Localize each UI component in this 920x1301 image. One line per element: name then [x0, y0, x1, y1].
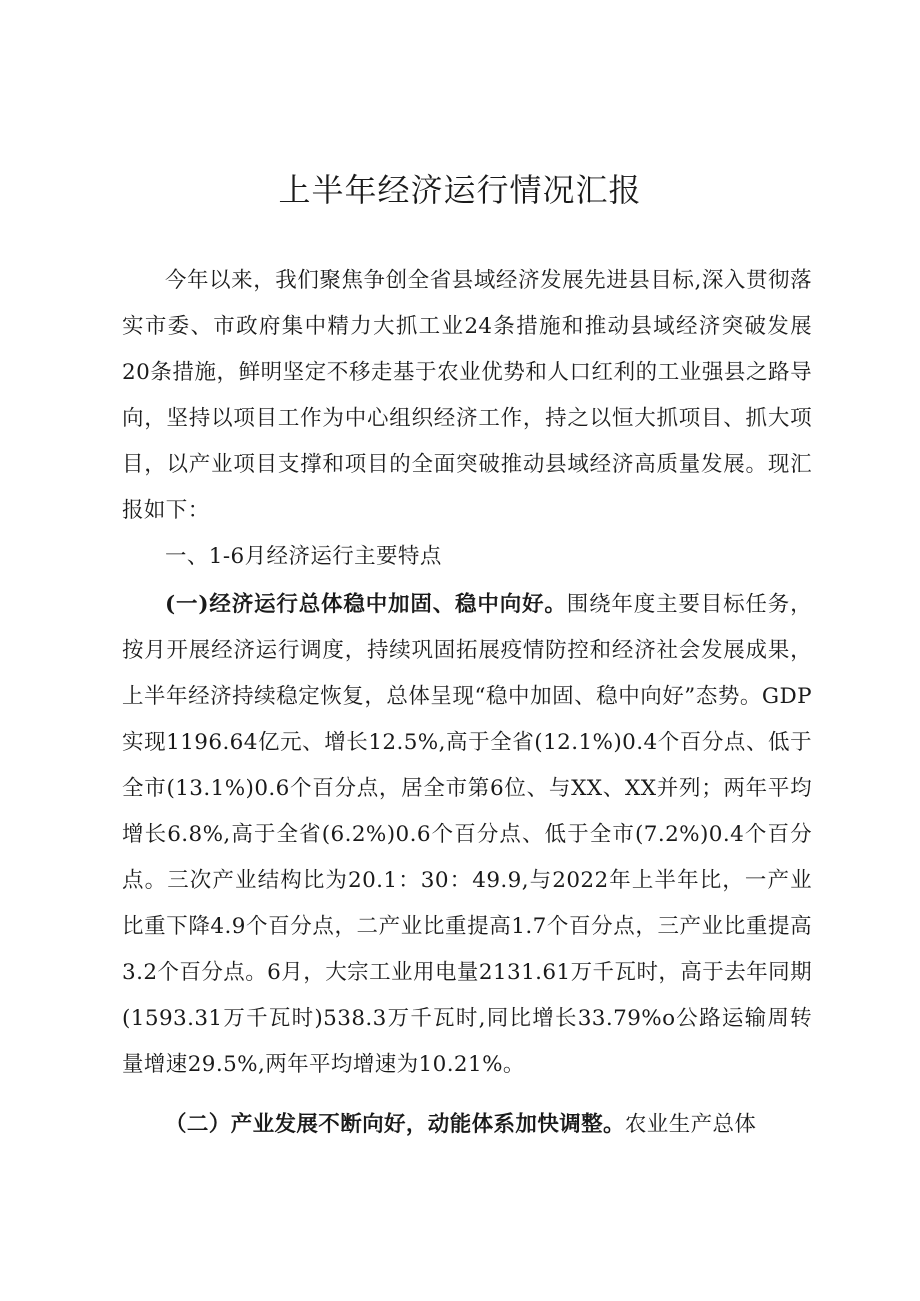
document-title: 上半年经济运行情况汇报 — [278, 171, 642, 209]
intro-paragraph: 今年以来，我们聚焦争创全省县域经济发展先进县目标,深入贯彻落实市委、市政府集中精力大抓工业24条措施和推动县域经济突破发展20条措施，鲜明坚定不移走基于农业优势和人口红利的工业强县之路导向，坚持以项目工作为中心组织经济工作，持之以恒大抓项目、抓大项目，以产业项目支撑和项目的全面突破推动县域经济高质量发展。现汇报如下： — [122, 268, 812, 523]
section-1-text: 围绕年度主要目标任务，按月开展经济运行调度，持续巩固拓展疫情防控和经济社会发展成果，上半年经济持续稳定恢复，总体呈现“稳中加固、稳中向好”态势。GDP实现1196.64亿元、增长12.5%,高于全省(12.1%)0.4个百分点、低于全市(13.1%)0.6个百分点，居全市第6位、与XX、XX并列；两年平均增长6.8%,高于全省(6.2%)0.6个百分点、低于全市(7.2%)0.4个百分点。三次产业结构比为20.1：30：49.9,与2022年上半年比，一产业比重下降4.9个百分点，二产业比重提高1.7个百分点，三产业比重提高3.2个百分点。6月，大宗工业用电量2131.61万千瓦时，高于去年同期(1593.31万千瓦时)538.3万千瓦时,同比增长33.79%o公路运输周转量增速29.5%,两年平均增速为10.21%。 — [122, 592, 812, 1077]
section-2-text: 农业生产总体 — [624, 1112, 757, 1137]
section-1-paragraph — [122, 582, 812, 1088]
document-body — [122, 258, 812, 1148]
section-heading: 一、1-6月经济运行主要特点 — [165, 544, 442, 569]
section-2-paragraph — [122, 1102, 812, 1148]
section-2-lead: （二）产业发展不断向好，动能体系加快调整。 — [165, 1112, 625, 1137]
section-1-lead: (一)经济运行总体稳中加固、稳中向好。 — [165, 592, 567, 617]
